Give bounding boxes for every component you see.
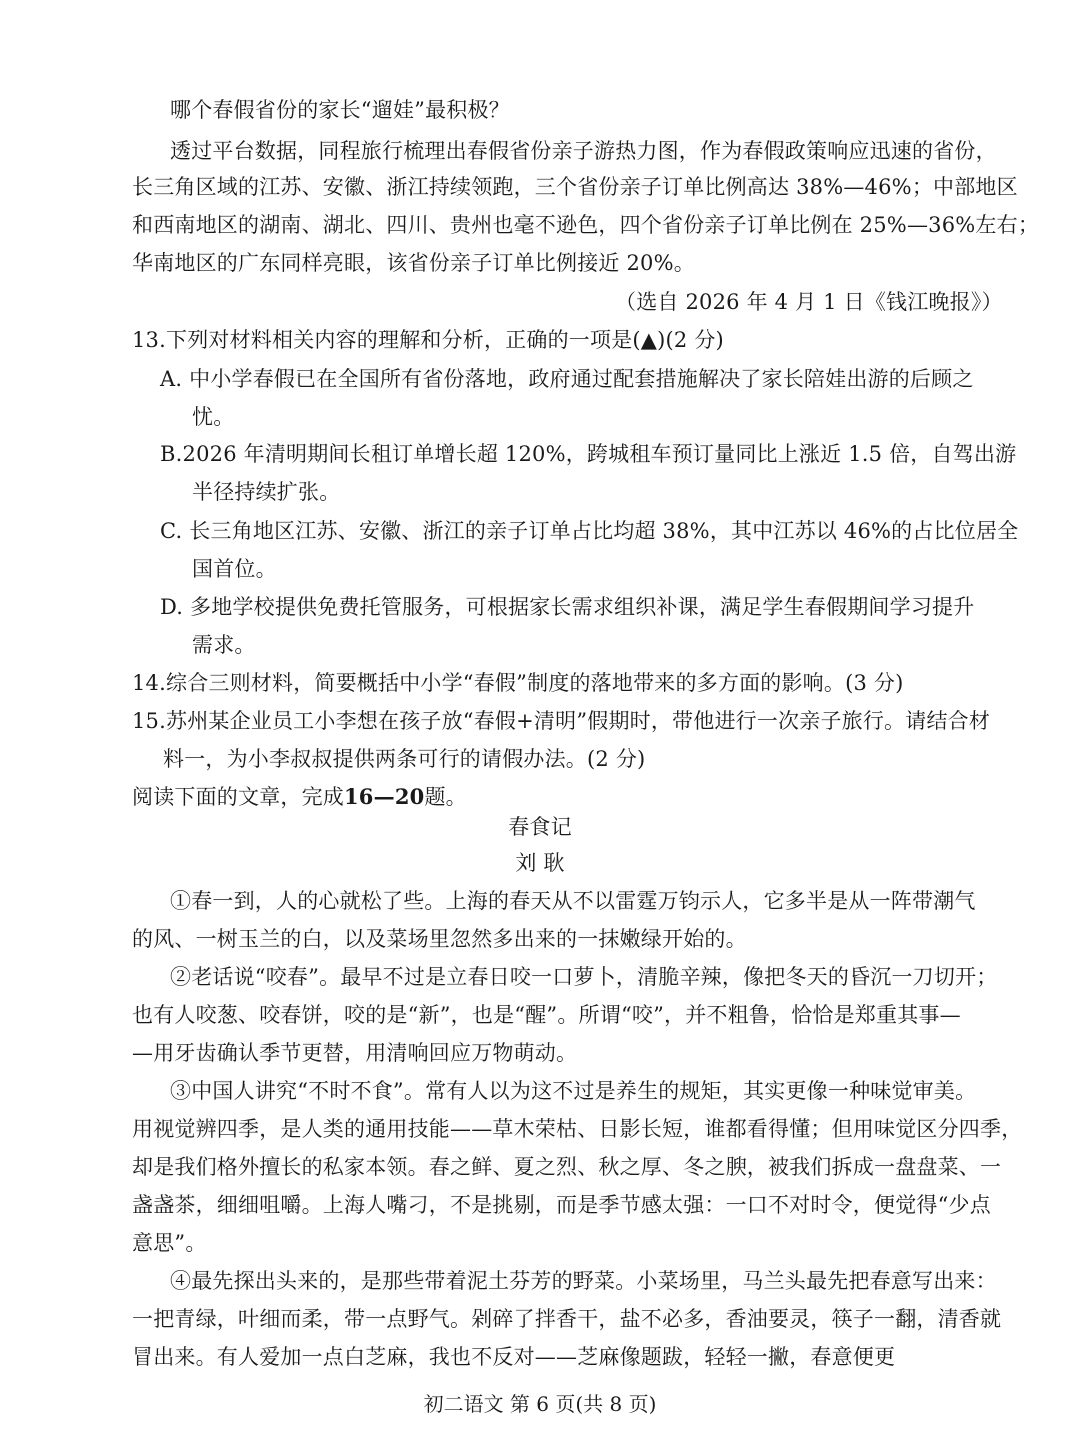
question-14-stem: 14.综合三则材料，简要概括中小学“春假”制度的落地带来的多方面的影响。(3 分) — [132, 671, 904, 695]
material-paragraph-line: 华南地区的广东同样亮眼，该省份亲子订单比例接近 20%。 — [132, 251, 695, 275]
material-paragraph-line: 长三角区域的江苏、安徽、浙江持续领跑，三个省份亲子订单比例高达 38%—46%；中部地区 — [132, 175, 1018, 199]
article-paragraph-line: 意思”。 — [132, 1231, 207, 1255]
question-13-option-a: A. 中小学春假已在全国所有省份落地，政府通过配套措施解决了家长陪娃出游的后顾之 — [160, 367, 974, 391]
article-paragraph-line: ③中国人讲究“不时不食”。常有人以为这不过是养生的规矩，其实更像一种味觉审美。 — [170, 1079, 977, 1103]
material-heading: 哪个春假省份的家长“遛娃”最积极？ — [170, 98, 510, 122]
article-author: 刘 耿 — [515, 851, 565, 875]
reading-instruction — [132, 782, 467, 812]
article-title: 春食记 — [508, 815, 572, 839]
article-paragraph-line: —用牙齿确认季节更替，用清响回应万物萌动。 — [132, 1041, 578, 1065]
article-paragraph-line: ①春一到，人的心就松了些。上海的春天从不以雷霆万钧示人，它多半是从一阵带潮气 — [170, 889, 976, 913]
article-paragraph-line: 盏盏茶，细细咀嚼。上海人嘴刁，不是挑剔，而是季节感太强：一口不对时令，便觉得“少点 — [132, 1193, 991, 1217]
article-paragraph-line: ②老话说“咬春”。最早不过是立春日咬一口萝卜，清脆辛辣，像把冬天的昏沉一刀切开； — [170, 965, 998, 989]
reading-instruction-range: 16—20 — [344, 784, 425, 809]
question-15-stem-cont: 料一，为小李叔叔提供两条可行的请假办法。(2 分) — [163, 747, 646, 771]
reading-instruction-prefix: 阅读下面的文章，完成 — [132, 785, 344, 809]
question-13-stem: 13.下列对材料相关内容的理解和分析，正确的一项是(▲)(2 分) — [132, 328, 724, 352]
material-source: （选自 2026 年 4 月 1 日《钱江晚报》） — [615, 290, 1003, 314]
reading-instruction-suffix: 题。 — [424, 785, 467, 809]
article-paragraph-line: ④最先探出头来的，是那些带着泥土芬芳的野菜。小菜场里，马兰头最先把春意写出来： — [170, 1269, 997, 1293]
article-paragraph-line: 也有人咬葱、咬春饼，咬的是“新”，也是“醒”。所谓“咬”，并不粗鲁，恰恰是郑重其事— — [132, 1003, 961, 1027]
article-paragraph-line: 却是我们格外擅长的私家本领。春之鲜、夏之烈、秋之厚、冬之腴，被我们拆成一盘盘菜、一 — [132, 1155, 1002, 1179]
article-paragraph-line: 冒出来。有人爱加一点白芝麻，我也不反对——芝麻像题跋，轻轻一撇，春意便更 — [132, 1345, 896, 1369]
question-15-stem: 15.苏州某企业员工小李想在孩子放“春假+清明”假期时，带他进行一次亲子旅行。请结合材 — [132, 709, 991, 733]
question-13-option-c: C. 长三角地区江苏、安徽、浙江的亲子订单占比均超 38%，其中江苏以 46%的占比位居全 — [160, 519, 1019, 543]
article-paragraph-line: 一把青绿，叶细而柔，带一点野气。剁碎了拌香干，盐不必多，香油要灵，筷子一翻，清香就 — [132, 1307, 1002, 1331]
article-paragraph-line: 用视觉辨四季，是人类的通用技能——草木荣枯、日影长短，谁都看得懂；但用味觉区分四季， — [132, 1117, 1023, 1141]
question-13-option-a-cont: 忧。 — [192, 405, 235, 429]
article-paragraph-line: 的风、一树玉兰的白，以及菜场里忽然多出来的一抹嫩绿开始的。 — [132, 927, 747, 951]
question-13-option-b-cont: 半径持续扩张。 — [192, 480, 341, 504]
page-footer: 初二语文 第 6 页(共 8 页) — [423, 1392, 657, 1416]
material-paragraph-line: 透过平台数据，同程旅行梳理出春假省份亲子游热力图，作为春假政策响应迅速的省份， — [170, 139, 997, 163]
question-13-option-c-cont: 国首位。 — [192, 557, 277, 581]
question-13-option-d-cont: 需求。 — [192, 633, 256, 657]
question-13-option-d: D. 多地学校提供免费托管服务，可根据家长需求组织补课，满足学生春假期间学习提升 — [160, 595, 975, 619]
question-13-option-b: B.2026 年清明期间长租订单增长超 120%，跨城租车预订量同比上涨近 1.5 倍，自驾出游 — [160, 442, 1017, 466]
material-paragraph-line: 和西南地区的湖南、湖北、四川、贵州也毫不逊色，四个省份亲子订单比例在 25%—36%左右； — [132, 213, 1040, 237]
